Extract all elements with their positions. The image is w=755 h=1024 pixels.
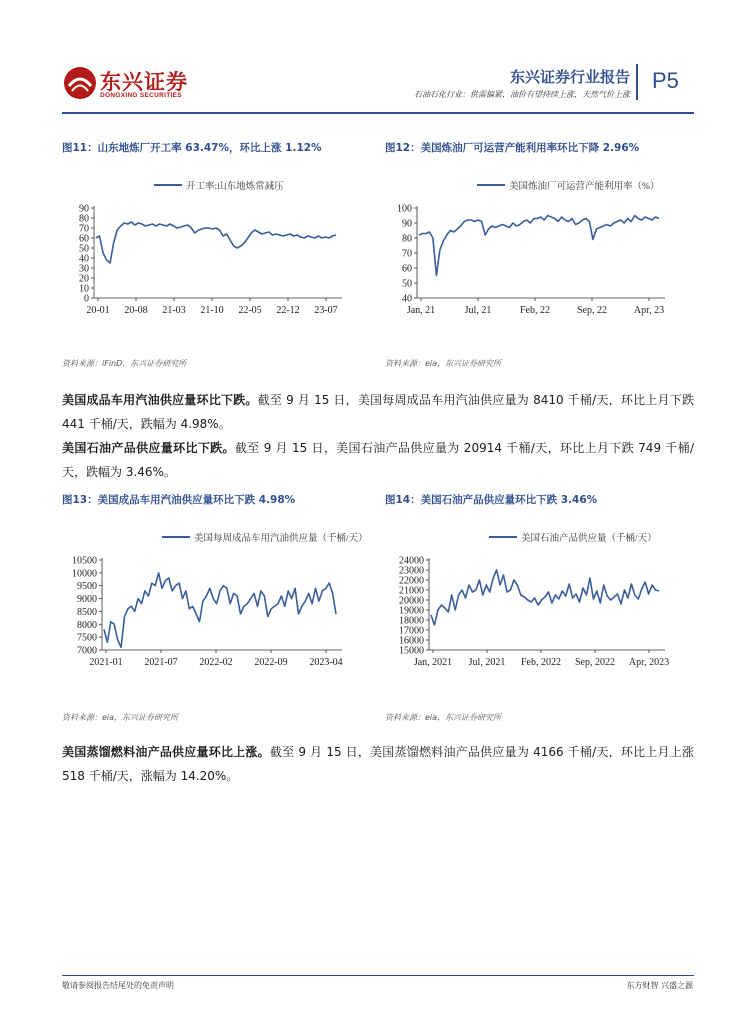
x-tick-label: 2022-09 [254,657,288,668]
paragraph-gasoline [62,388,694,436]
figure-12-title: 图12：美国炼油厂可运营产能利用率环比下降 2.96% [385,142,640,154]
y-tick-label: 9500 [77,581,97,593]
figure-11-source: 资料来源：iFinD，东兴证券研究所 [62,359,187,368]
x-tick-label: 21-03 [162,305,186,316]
y-tick-label: 80 [79,213,89,225]
x-tick-label: 21-10 [200,305,224,316]
paragraph-petroleum-lead: 美国石油产品供应量环比下跌。 [62,441,235,455]
y-tick-label: 70 [79,223,89,235]
logo-text: 东兴证券 [100,70,188,94]
legend [489,532,657,544]
legend-label: 美国炼油厂可运营产能利用率（%） [509,182,660,192]
x-tick-label: Sep, 22 [577,305,607,316]
y-tick-label: 90 [402,218,412,230]
x-tick-label: 2023-04 [309,657,343,668]
figure-13-source: 资料来源：eia，东兴证券研究所 [62,713,179,722]
header-divider [636,64,638,100]
x-tick-label: Apr, 2023 [628,657,670,668]
x-tick-label: 22-12 [276,305,300,316]
legend-label: 美国每周成品车用汽油供应量（千桶/天） [194,534,368,544]
figure-12-chart [385,170,675,330]
x-tick-label: 23-07 [314,305,338,316]
y-tick-label: 10 [79,283,89,295]
y-tick-label: 7000 [77,645,97,657]
y-tick-label: 50 [79,243,89,255]
y-tick-label: 16000 [399,635,424,647]
figure-14-title: 图14：美国石油产品供应量环比下跌 3.46% [385,494,598,506]
x-tick-label: Jan, 21 [406,305,436,316]
company-logo-icon [63,66,97,100]
x-tick-label: Feb, 2022 [521,657,561,668]
y-tick-label: 30 [79,263,89,275]
x-tick-label: 2021-07 [144,657,178,668]
y-tick-label: 17000 [399,625,424,637]
x-tick-label: 20-08 [124,305,148,316]
y-tick-label: 18000 [399,615,424,627]
y-tick-label: 60 [79,233,89,245]
x-tick-label: Sep, 2022 [575,657,615,668]
paragraph-distillate [62,740,694,788]
header-rule [62,112,694,114]
legend [154,180,284,192]
x-tick-label: Jan, 2021 [413,657,453,668]
y-tick-label: 40 [402,293,412,305]
y-tick-label: 70 [402,248,412,260]
legend [162,532,368,544]
series-line [419,216,659,276]
y-tick-label: 8000 [77,619,97,631]
x-tick-label: Jul, 2021 [468,657,506,668]
paragraph-distillate-body: 截至 9 月 15 日，美国蒸馏燃料油产品供应量为 4166 千桶/天，环比上月上涨 518 千桶/天，涨幅为 14.20%。 [62,745,694,783]
figure-13-chart [62,522,368,682]
legend-label: 开工率:山东地炼常减压 [186,182,284,192]
x-tick-label: 2022-02 [199,657,233,668]
figure-13-title: 图13：美国成品车用汽油供应量环比下跌 4.98% [62,494,296,506]
y-tick-label: 8500 [77,606,97,618]
x-tick-label: 22-05 [238,305,262,316]
paragraph-gasoline-body: 截至 9 月 15 日，美国每周成品车用汽油供应量为 8410 千桶/天，环比上月下跌 441 千桶/天，跌幅为 4.98%。 [62,393,694,431]
y-tick-label: 23000 [399,565,424,577]
y-tick-label: 40 [79,253,89,265]
figure-14-source: 资料来源：eia，东兴证券研究所 [385,713,502,722]
y-tick-label: 10000 [72,568,97,580]
y-tick-label: 19000 [399,605,424,617]
series-line [431,570,659,625]
x-tick-label: Jul, 21 [464,305,492,316]
y-tick-label: 90 [79,203,89,215]
y-tick-label: 60 [402,263,412,275]
y-tick-label: 20000 [399,595,424,607]
y-tick-label: 10500 [72,555,97,567]
x-tick-label: 20-01 [86,305,110,316]
figure-14-chart [385,522,675,682]
footer-slogan: 东方财智 兴盛之源 [626,981,693,990]
figure-11-chart [62,170,352,330]
legend [477,180,659,192]
x-tick-label: 2021-01 [89,657,123,668]
series-line [104,573,336,648]
paragraph-petroleum [62,436,694,484]
y-tick-label: 50 [402,278,412,290]
y-tick-label: 22000 [399,575,424,587]
series-line [96,222,336,263]
figure-12-source: 资料来源：eia，东兴证券研究所 [385,359,502,368]
y-tick-label: 24000 [399,555,424,567]
y-tick-label: 15000 [399,645,424,657]
page-number: P5 [652,68,679,93]
y-tick-label: 9000 [77,594,97,606]
legend-label: 美国石油产品供应量（千桶/天） [521,534,657,544]
paragraph-gasoline-lead: 美国成品车用汽油供应量环比下跌。 [62,393,258,407]
footer-disclaimer: 敬请参阅报告结尾处的免责声明 [62,981,174,990]
paragraph-petroleum-body: 截至 9 月 15 日，美国石油产品供应量为 20914 千桶/天，环比上月下跌 749 千桶/天，跌幅为 3.46%。 [62,441,694,479]
y-tick-label: 7500 [77,632,97,644]
footer-rule [62,975,694,976]
x-tick-label: Feb, 22 [520,305,550,316]
logo-english-text: DONGXING SECURITIES [100,92,182,99]
y-tick-label: 80 [402,233,412,245]
report-subtitle: 石油石化行业：供需偏紧，油价有望持续上涨，天然气价上涨 [414,90,630,99]
y-tick-label: 20 [79,273,89,285]
y-tick-label: 0 [84,293,89,305]
y-tick-label: 21000 [399,585,424,597]
x-tick-label: Apr, 23 [633,305,665,316]
paragraph-distillate-lead: 美国蒸馏燃料油产品供应量环比上涨。 [62,745,270,759]
y-tick-label: 100 [397,203,412,215]
report-title: 东兴证券行业报告 [509,68,630,86]
figure-11-title: 图11：山东地炼厂开工率 63.47%，环比上涨 1.12% [62,142,322,154]
